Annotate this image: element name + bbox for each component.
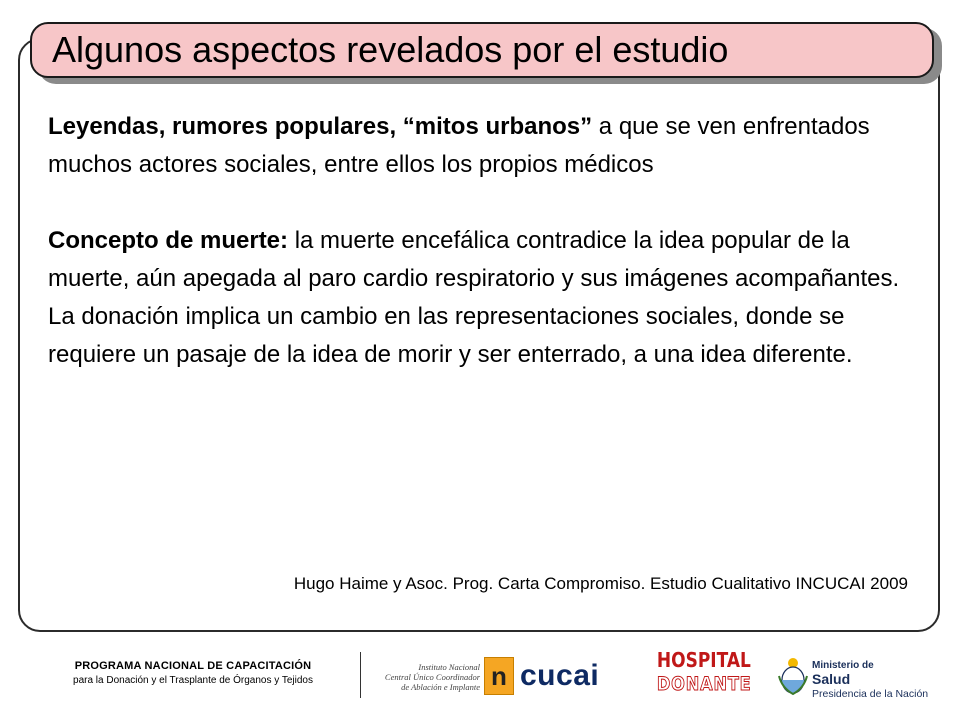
incucai-caption-line: Central Único Coordinador xyxy=(384,672,480,682)
ministerio-line2: Salud xyxy=(812,671,851,687)
paragraph-leyendas-bold: Leyendas, rumores populares, “mitos urbanos” xyxy=(48,113,593,140)
incucai-logo-word: cucai xyxy=(520,659,600,692)
hospital-donante-logo xyxy=(650,648,752,695)
ministerio-line1: Ministerio de xyxy=(812,660,874,671)
citation: Hugo Haime y Asoc. Prog. Carta Compromiso. Estudio Cualitativo INCUCAI 2009 xyxy=(293,574,908,593)
paragraph-gap xyxy=(48,184,918,222)
footer-divider xyxy=(360,652,361,698)
incucai-caption-line: Instituto Nacional xyxy=(418,662,480,672)
hospital-logo-line1: HOSPITAL xyxy=(656,648,751,672)
program-title: PROGRAMA NACIONAL DE CAPACITACIÓN xyxy=(74,660,312,672)
program-subtitle: para la Donación y el Trasplante de Órganos y Tejidos xyxy=(73,675,313,686)
paragraph-concepto-text: la muerte encefálica contradice la idea popular de la muerte, aún apegada al paro cardio respiratorio y sus imágenes acompañantes. xyxy=(48,227,900,292)
title-banner xyxy=(30,22,934,78)
incucai-logo xyxy=(484,657,605,695)
paragraph-concepto xyxy=(48,222,918,298)
ministerio-line3: Presidencia de la Nación xyxy=(812,688,929,700)
incucai-caption-line: de Ablación e Implante xyxy=(401,682,480,692)
slide-body xyxy=(48,108,918,374)
incucai-caption xyxy=(366,662,480,692)
paragraph-leyendas-text: a que se ven enfrentados muchos actores sociales, entre ellos los propios médicos xyxy=(48,113,870,178)
argentina-seal-icon xyxy=(778,656,808,696)
hospital-logo-line2: DONANTE xyxy=(656,673,752,695)
incucai-logo-tile: n xyxy=(484,657,514,695)
paragraph-donacion xyxy=(48,298,918,374)
slide-title: Algunos aspectos revelados por el estudio xyxy=(52,29,729,70)
program-caption xyxy=(48,660,338,686)
paragraph-concepto-bold: Concepto de muerte: xyxy=(48,227,289,254)
paragraph-donacion-text: La donación implica un cambio en las representaciones sociales, donde se requiere un pasaje de la idea de morir y ser enterrado, a una idea diferente. xyxy=(48,303,853,368)
paragraph-leyendas xyxy=(48,108,918,184)
